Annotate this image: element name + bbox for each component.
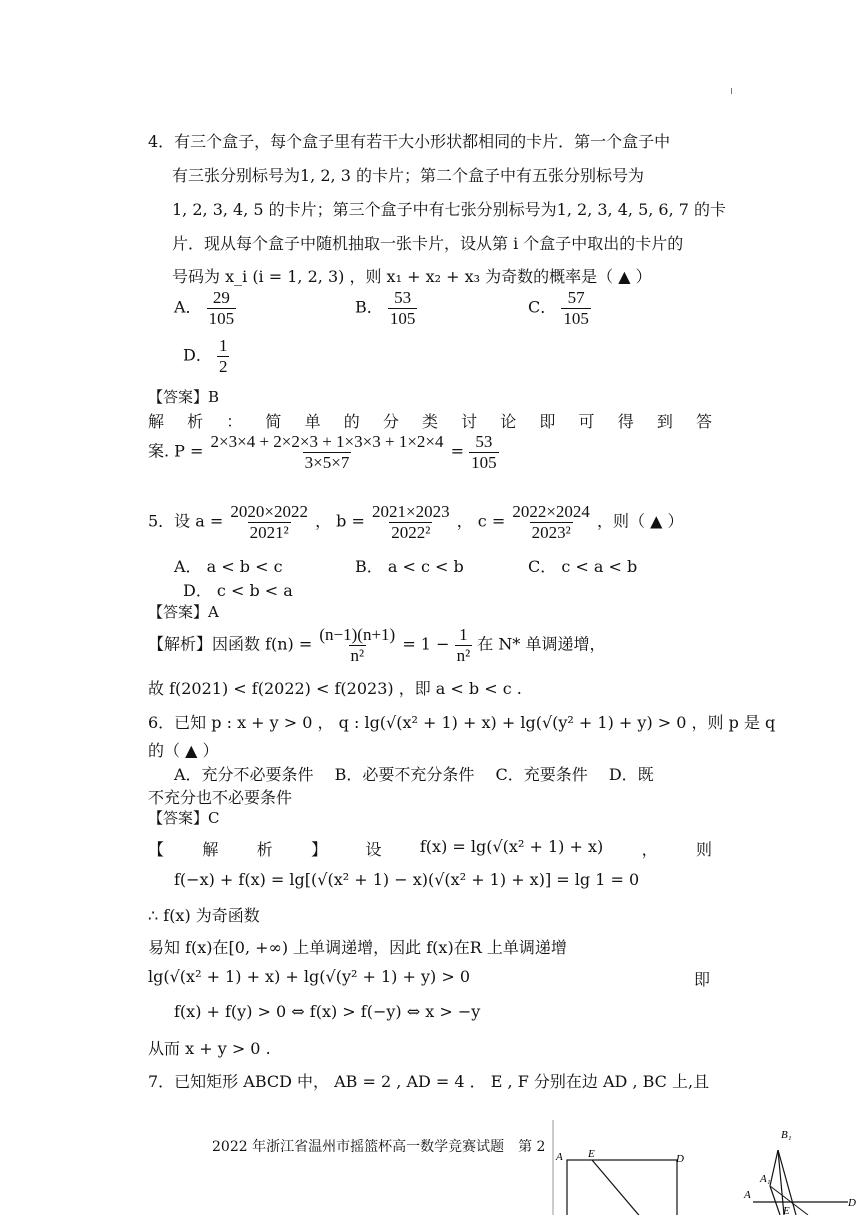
page-footer: 2022 年浙江省温州市摇篮杯高一数学竞赛试题 第 2 (212, 1139, 546, 1155)
q5-solution-lead: 【解析】因函数 f(n) = (148, 634, 313, 654)
char: 答 (695, 412, 712, 431)
numerator: 53 (394, 288, 412, 307)
q4-option-a (174, 288, 236, 328)
char: 的 (343, 412, 360, 431)
a-fraction (228, 502, 310, 542)
numerator: 1 (218, 336, 228, 355)
reciprocal-fraction (455, 625, 473, 665)
q4-line-5: 号码为 x_i (i = 1, 2, 3) ，则 x₁ + x₂ + x₃ 为奇数的概率是（ ▲ ） (172, 267, 652, 286)
char: 论 (500, 412, 517, 431)
char: 单 (304, 412, 321, 431)
q4-line-2: 有三张分别标号为1, 2, 3 的卡片；第二个盒子中有五张分别标号为 (172, 166, 644, 185)
q5-solution-line-2: 故 f(2021) < f(2022) < f(2023) ，即 a < b < c . (148, 679, 522, 698)
label-e-2: E (783, 1205, 790, 1215)
denominator: 2 (218, 356, 228, 376)
numerator: 29 (212, 288, 230, 307)
q6-solution-line-7: 从而 x + y > 0 . (148, 1039, 271, 1058)
q4-line-1: 4．有三个盒子，每个盒子里有若干大小形状都相同的卡片．第一个盒子中 (148, 132, 671, 151)
label-e: E (588, 1148, 595, 1160)
q6-solution-line-6: f(x) + f(y) > 0 ⇔ f(x) > f(−y) ⇔ x > −y (174, 1002, 481, 1021)
q6-solution-line-5: lg(√(x² + 1) + x) + lg(√(y² + 1) + y) > 0 (148, 967, 471, 986)
char: 则 (695, 840, 712, 859)
char: 析 (187, 412, 204, 431)
char: 解 (202, 840, 219, 859)
result-fraction (469, 432, 499, 472)
label-d: D (676, 1153, 684, 1165)
q7-line-1: 7．已知矩形 ABCD 中， AB = 2 , AD = 4 ． E , F 分别在边 AD , BC 上,且 (148, 1072, 710, 1091)
q5-option-a: A． a < b < c (174, 557, 283, 576)
q5-option-d: D． c < b < a (183, 581, 293, 600)
q5-stem (148, 502, 684, 542)
q5-solution-line-1 (148, 625, 605, 665)
numerator: 2022×2024 (512, 502, 590, 521)
char: ： (226, 412, 243, 431)
q4-solution-spread (148, 409, 712, 432)
numerator: 1 (459, 625, 468, 644)
char: 得 (617, 412, 634, 431)
equals-sign: = (450, 441, 464, 461)
label-a1: A₁ (760, 1173, 771, 1185)
q5-tail: ，则（ ▲ ） (597, 511, 684, 531)
q6-answer: 【答案】C (148, 809, 220, 827)
char: 析 (256, 840, 273, 859)
char: 到 (656, 412, 673, 431)
q6-solution-line-4: 易知 f(x)在[0, +∞) 上单调递增，因此 f(x)在R 上单调递增 (148, 938, 567, 957)
char: 可 (578, 412, 595, 431)
q4-option-d-fraction (217, 336, 230, 376)
q6-solution-line-3: ∴ f(x) 为奇函数 (148, 906, 260, 925)
denominator: 2022² (391, 522, 431, 542)
q6-options: A．充分不必要条件 B．必要不充分条件 C．充要条件 D．既 (174, 765, 654, 784)
q5-option-b: B． a < c < b (355, 557, 464, 576)
rectangle-abcd (567, 1160, 677, 1215)
margin-tick (731, 88, 732, 94)
q4-line-3: 1, 2, 3, 4, 5 的卡片；第三个盒子中有七张分别标号为1, 2, 3, 4, 5, 6, 7 的卡 (172, 200, 727, 219)
q6-options-cont: 不充分也不必要条件 (148, 788, 293, 807)
q4-option-b-label: B． (355, 297, 383, 317)
q6-solution-spread (148, 837, 712, 860)
denominator: 105 (389, 308, 416, 328)
label-d-2: D (848, 1197, 856, 1209)
q4-solution-formula (148, 432, 499, 472)
q5-option-c: C． c < a < b (528, 557, 638, 576)
denominator: 105 (208, 308, 235, 328)
label-a: A (556, 1151, 563, 1163)
denominator: 2021² (249, 522, 289, 542)
char: 分 (382, 412, 399, 431)
q4-option-c (528, 288, 591, 328)
denominator: 3×5×7 (304, 452, 350, 472)
q5-solution-tail: 在 N* 单调递增， (477, 634, 606, 654)
q4-option-c-fraction (561, 288, 591, 328)
q5-answer: 【答案】A (148, 603, 219, 621)
char: 简 (265, 412, 282, 431)
q4-option-a-fraction (207, 288, 237, 328)
denominator: 2023² (531, 522, 571, 542)
denominator: n² (456, 645, 471, 665)
char: 类 (421, 412, 438, 431)
q5-solution-mid: = 1 − (402, 634, 450, 654)
char: 讨 (461, 412, 478, 431)
formula-prefix: 案. P = (148, 441, 204, 461)
q6-solution-line-2: f(−x) + f(x) = lg[(√(x² + 1) − x)(√(x² + 1) + x)] = lg 1 = 0 (174, 870, 640, 889)
q4-line-4: 片．现从每个盒子中随机抽取一张卡片，设从第 i 个盒子中取出的卡片的 (172, 234, 684, 253)
b-lead: ， b = (315, 511, 365, 531)
q4-answer: 【答案】B (148, 388, 220, 406)
char: 】 (311, 840, 328, 859)
char: 即 (539, 412, 556, 431)
q4-option-a-label: A． (174, 297, 202, 317)
char: ， (641, 840, 658, 859)
b-fraction (370, 502, 452, 542)
char: 【 (148, 840, 165, 859)
q6-solution-line-5-right: 即 (694, 970, 711, 989)
label-b1: B₁ (781, 1129, 792, 1141)
numerator: (n−1)(n+1) (319, 625, 396, 644)
q4-option-b-fraction (388, 288, 418, 328)
numerator: 2×3×4 + 2×2×3 + 1×3×3 + 1×2×4 (210, 432, 444, 451)
denominator: n² (350, 645, 365, 665)
q4-option-c-label: C． (528, 297, 557, 317)
c-fraction (510, 502, 592, 542)
q4-option-d (183, 336, 229, 376)
char: 解 (148, 412, 165, 431)
numerator: 57 (567, 288, 585, 307)
numerator: 53 (475, 432, 493, 451)
fold-edge-1 (770, 1150, 778, 1186)
denominator: 105 (563, 308, 589, 328)
q4-option-d-label: D． (183, 345, 212, 365)
numerator: 2021×2023 (372, 502, 450, 521)
c-lead: ， c = (456, 511, 506, 531)
q5-lead: 5．设 a = (148, 511, 224, 531)
probability-fraction (209, 432, 446, 472)
geometry-figure (548, 1120, 860, 1215)
label-a-2: A (744, 1189, 751, 1201)
char: 设 (365, 840, 382, 859)
q6-line-1: 6．已知 p : x + y > 0 ， q : lg(√(x² + 1) + x) + lg(√(y² + 1) + y) > 0 ，则 p 是 q (148, 713, 776, 732)
q6-line-2: 的（ ▲ ） (148, 741, 219, 760)
q4-option-b (355, 288, 417, 328)
numerator: 2020×2022 (230, 502, 308, 521)
function-definition: f(x) = lg(√(x² + 1) + x) (419, 837, 604, 856)
fold-line-ef (592, 1160, 643, 1215)
denominator: 105 (471, 452, 497, 472)
fn-fraction (317, 625, 397, 665)
